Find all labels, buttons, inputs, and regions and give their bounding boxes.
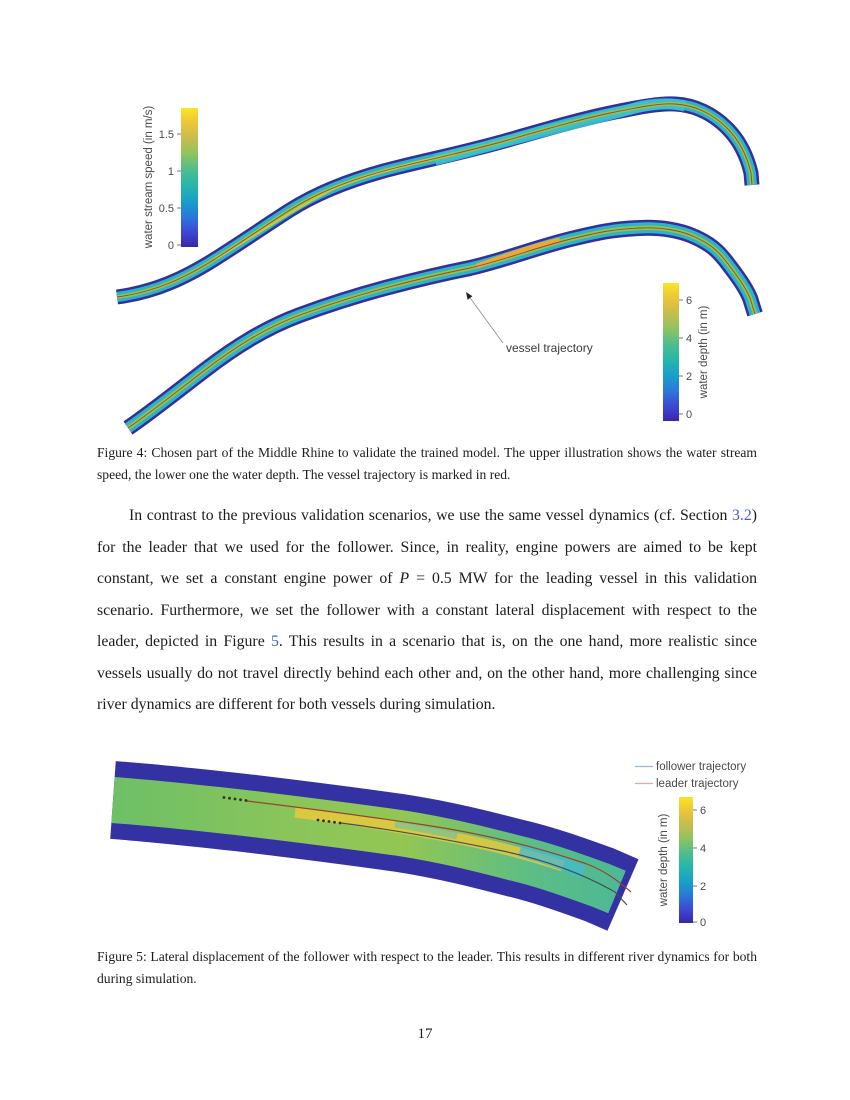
paragraph-text: ) for the leader that we used for the follower. Since, in reality, engine powers are aimed to be kept constant, we set a constant engine power of: [97, 507, 757, 587]
figure-ref-link[interactable]: 5: [270, 633, 279, 650]
colorbar-axis-label: water depth (in m): [658, 813, 670, 907]
paragraph-text: = 0.5 MW for the leading vessel in this validation scenario. Furthermore, we set the follower with a constant lateral displacement with respect to the leader, depicted in Figure: [97, 570, 757, 650]
legend-label-follower: follower trajectory: [656, 761, 747, 773]
figure4-caption: Figure 4: Chosen part of the Middle Rhine to validate the trained model. The upper illustration shows the water stream speed, the lower one the water depth. The vessel trajectory is marked in red.: [97, 445, 757, 482]
colorbar-axis-label: water depth (in m): [698, 305, 710, 399]
paragraph-text: . This results in a scenario that is, on the one hand, more realistic since vessels usually do not travel directly behind each other and, on the other hand, more challenging since river dynamics are different for both vessels during simulation.: [97, 633, 758, 713]
tick-label: 0.5: [158, 203, 174, 215]
math-variable-P: P: [399, 570, 410, 587]
tick-label: 4: [700, 843, 707, 855]
colorbar-water-depth: [663, 283, 710, 421]
figure5-image: [95, 752, 765, 942]
tick-label: 2: [700, 881, 707, 893]
colorbar-water-depth: [658, 797, 706, 929]
colorbar-gradient-bar: [679, 797, 693, 923]
tick-label: 6: [700, 805, 707, 817]
colorbar-stream-speed: [143, 106, 198, 252]
figure4-image: [95, 88, 765, 440]
figure5-legend: [635, 761, 746, 790]
tick-label: 2: [686, 371, 693, 383]
tick-label: 6: [686, 295, 693, 307]
legend-label-leader: leader trajectory: [656, 778, 739, 790]
tick-label: 0: [686, 409, 693, 421]
vessel-trajectory-label: vessel trajectory: [506, 341, 593, 355]
tick-label: 1.5: [158, 129, 174, 141]
colorbar-axis-label: water stream speed (in m/s): [143, 105, 155, 249]
tick-label: 0: [167, 240, 174, 252]
paragraph-text: In contrast to the previous validation scenarios, we use the same vessel dynamics (cf. Section: [129, 507, 732, 524]
section-ref-link[interactable]: 3.2: [731, 507, 752, 524]
tick-label: 0: [700, 917, 707, 929]
body-paragraph: [97, 500, 757, 721]
page-number: 17: [417, 1026, 433, 1042]
tick-label: 1: [167, 166, 174, 178]
colorbar-gradient-bar: [181, 108, 198, 247]
annotation-leader-line: [468, 295, 503, 343]
colorbar-gradient-bar: [663, 283, 679, 421]
figure5-caption: Figure 5: Lateral displacement of the follower with respect to the leader. This results in different river dynamics for both during simulation.: [97, 949, 757, 986]
tick-label: 4: [686, 333, 693, 345]
annotation-arrowhead-icon: [466, 292, 472, 300]
vessel-trajectory-annotation: [466, 292, 593, 355]
river-ribbon-water-depth: [113, 796, 631, 905]
